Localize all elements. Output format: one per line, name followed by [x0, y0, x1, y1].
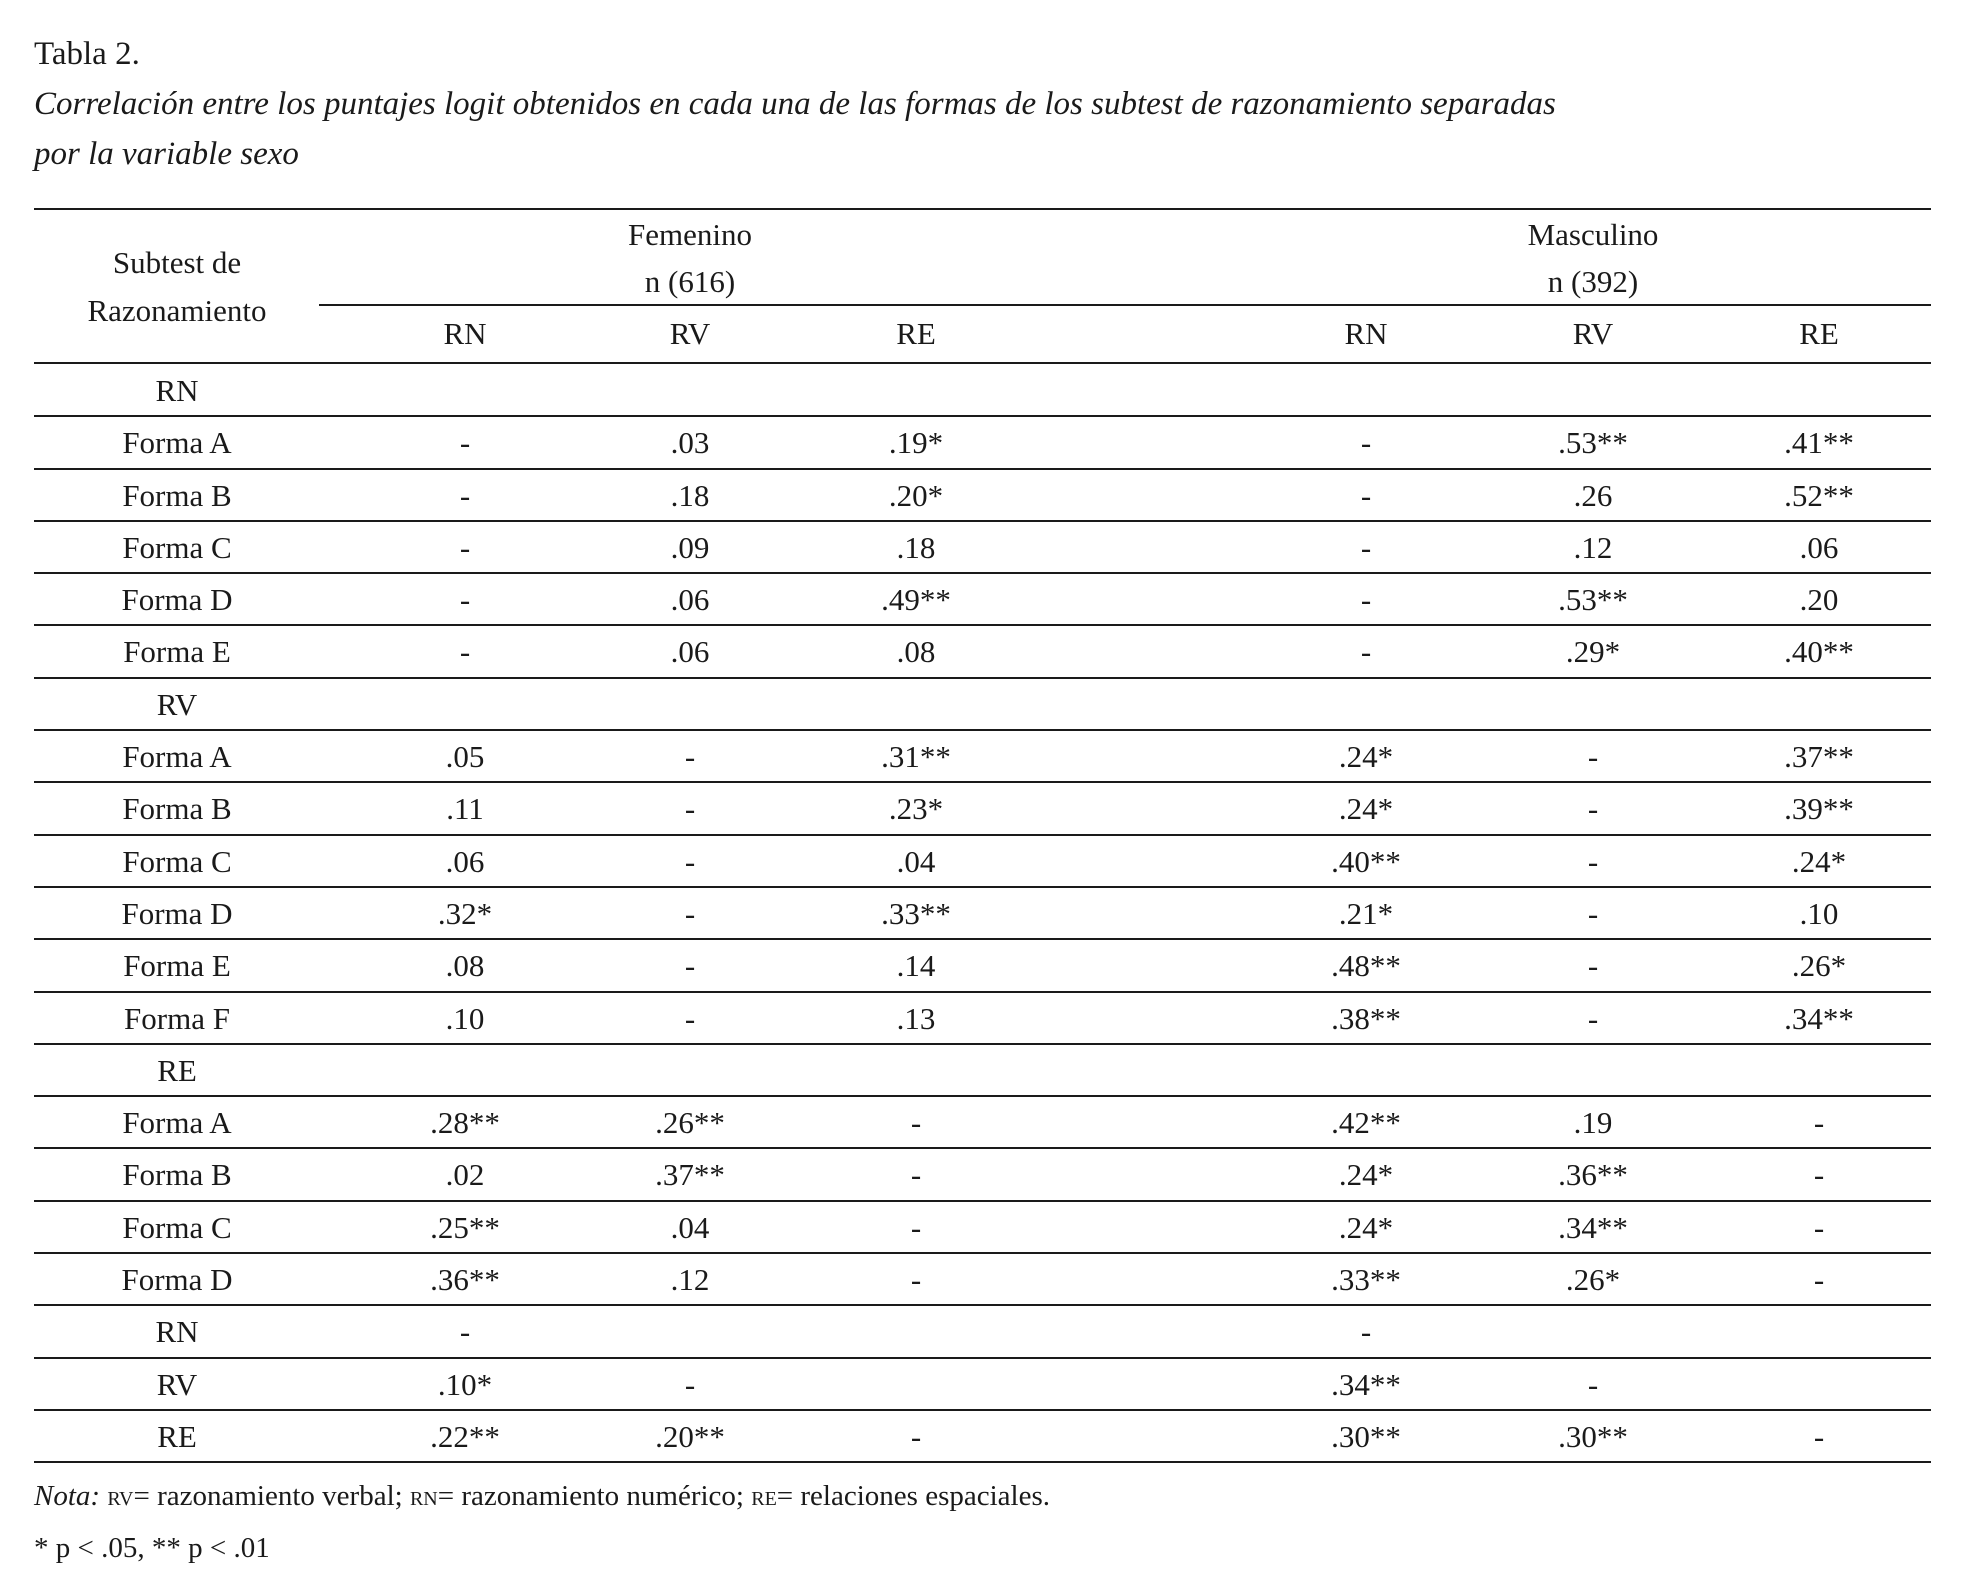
table-cell: .10 [1799, 895, 1839, 931]
table-cell: - [1587, 843, 1599, 879]
col-header-fem-re: RE [896, 316, 936, 351]
table-row [34, 1254, 1931, 1306]
table-cell: .06 [670, 582, 710, 618]
row-label: Forma D [121, 895, 233, 931]
table-body [34, 365, 1931, 1463]
table-cell: .04 [896, 843, 936, 879]
row-label: Forma F [124, 1000, 230, 1036]
table-cell: - [684, 791, 696, 827]
table-cell: .40** [1784, 634, 1854, 670]
table-cell: - [1360, 1314, 1372, 1350]
table-cell: .05 [445, 739, 485, 775]
table-cell: .26* [1565, 1262, 1621, 1298]
table-row [34, 940, 1931, 992]
row-label: Forma D [121, 582, 233, 618]
group-rule [319, 304, 1931, 306]
group-header-femenino [540, 211, 840, 305]
note-abbr: RV [107, 1488, 134, 1510]
table-row [34, 574, 1931, 626]
table-cell: - [1360, 582, 1372, 618]
table-cell: .06 [670, 634, 710, 670]
table-row [34, 1097, 1931, 1149]
row-label: RE [157, 1418, 197, 1454]
table-row [34, 1202, 1931, 1254]
table-cell: .34** [1784, 1000, 1854, 1036]
table-cell: - [1360, 529, 1372, 565]
table-row [34, 783, 1931, 835]
table-cell: .10 [445, 1000, 485, 1036]
table-cell: .24* [1338, 791, 1394, 827]
col-header-masc-re: RE [1799, 316, 1839, 351]
table-row [34, 626, 1931, 678]
table-cell: .26 [1573, 477, 1613, 513]
table-cell: .42** [1331, 1105, 1401, 1141]
table-row [34, 1359, 1931, 1411]
table-cell: .14 [896, 948, 936, 984]
stub-header-line-2: Razonamiento [87, 293, 267, 328]
table-cell: .12 [670, 1262, 710, 1298]
table-cell: .02 [445, 1157, 485, 1193]
table-cell: .10* [437, 1366, 493, 1402]
table-cell: - [1587, 1000, 1599, 1036]
table-cell: .34** [1558, 1209, 1628, 1245]
table-cell: .18 [670, 477, 710, 513]
table-cell: - [1587, 895, 1599, 931]
table-cell: .36** [1558, 1157, 1628, 1193]
table-cell: .53** [1558, 582, 1628, 618]
col-header-masc-rn: RN [1344, 316, 1388, 351]
group-n: n (392) [1547, 264, 1639, 299]
row-label: Forma C [122, 1209, 232, 1245]
table-cell: .33** [1331, 1262, 1401, 1298]
table-cell: - [1587, 1366, 1599, 1402]
note-text: = razonamiento verbal; [133, 1480, 410, 1512]
table-cell: .11 [446, 791, 484, 827]
table-cell: .24* [1791, 843, 1847, 879]
row-label: Forma E [123, 948, 231, 984]
table-cell: - [684, 843, 696, 879]
group-header-masculino [1443, 211, 1743, 305]
col-header-fem-rn: RN [443, 316, 487, 351]
row-label: Forma D [121, 1262, 233, 1298]
table-row [34, 522, 1931, 574]
table-note [34, 1480, 1050, 1513]
table-cell: .30** [1331, 1418, 1401, 1454]
group-name: Masculino [1527, 217, 1659, 252]
row-label: RV [156, 686, 198, 722]
table-cell: .24* [1338, 1209, 1394, 1245]
stub-header-line-1: Subtest de [112, 245, 242, 280]
table-cell: .48** [1331, 948, 1401, 984]
note-abbr: RE [751, 1488, 777, 1510]
row-label: Forma E [123, 634, 231, 670]
table-cell: - [459, 582, 471, 618]
table-cell: .36** [430, 1262, 500, 1298]
table-cell: .53** [1558, 425, 1628, 461]
significance-note: * p < .05, ** p < .01 [34, 1532, 270, 1564]
table-cell: .18 [896, 529, 936, 565]
table-row [34, 470, 1931, 522]
note-text: = razonamiento numérico; [437, 1480, 752, 1512]
table-cell: .12 [1573, 529, 1613, 565]
table-cell: .34** [1331, 1366, 1401, 1402]
table-cell: .06 [445, 843, 485, 879]
table-cell: - [1360, 425, 1372, 461]
table-cell: .32* [437, 895, 493, 931]
col-header-masc-rv: RV [1572, 316, 1614, 351]
table-cell: .08 [445, 948, 485, 984]
table-cell: .08 [896, 634, 936, 670]
table-cell: - [459, 477, 471, 513]
table-row [34, 993, 1931, 1045]
table-cell: .26** [655, 1105, 725, 1141]
table-caption-line-2: por la variable sexo [34, 136, 299, 172]
table-cell: - [1813, 1418, 1825, 1454]
table-cell: - [1813, 1157, 1825, 1193]
table-caption-line-1: Correlación entre los puntajes logit obtenidos en cada una de las formas de los subtest de razonamiento separadas [34, 86, 1556, 122]
table-cell: .09 [670, 529, 710, 565]
table-cell: .03 [670, 425, 710, 461]
table-cell: .19 [1573, 1105, 1613, 1141]
table-cell: - [1813, 1262, 1825, 1298]
table-cell: .30** [1558, 1418, 1628, 1454]
note-prefix: Nota: [34, 1480, 101, 1512]
table-row [34, 679, 1931, 731]
top-rule [34, 208, 1931, 210]
table-cell: - [1587, 791, 1599, 827]
table-cell: - [910, 1209, 922, 1245]
row-label: RN [155, 373, 199, 408]
row-label: RV [156, 1366, 198, 1402]
table-cell: - [1813, 1209, 1825, 1245]
table-cell: - [910, 1157, 922, 1193]
table-cell: .41** [1784, 425, 1854, 461]
table-cell: - [1360, 634, 1372, 670]
table-cell: .31** [881, 739, 951, 775]
table-row [34, 365, 1931, 417]
table-cell: - [1360, 477, 1372, 513]
table-cell: - [459, 1314, 471, 1350]
table-row [34, 417, 1931, 469]
group-name: Femenino [628, 217, 752, 252]
table-cell: .23* [888, 791, 944, 827]
table-cell: .26* [1791, 948, 1847, 984]
table-label: Tabla 2. [34, 36, 140, 72]
row-label: Forma A [122, 739, 232, 775]
table-row [34, 1149, 1931, 1201]
note-text: = relaciones espaciales. [776, 1480, 1050, 1512]
table-cell: .37** [655, 1157, 725, 1193]
note-abbr: RN [409, 1488, 438, 1510]
table-cell: .04 [670, 1209, 710, 1245]
table-cell: .52** [1784, 477, 1854, 513]
table-cell: - [910, 1105, 922, 1141]
table-cell: .33** [881, 895, 951, 931]
table-cell: .24* [1338, 1157, 1394, 1193]
table-cell: .28** [430, 1105, 500, 1141]
table-cell: .25** [430, 1209, 500, 1245]
table-cell: .29* [1565, 634, 1621, 670]
table-cell: .39** [1784, 791, 1854, 827]
table-cell: .22** [430, 1418, 500, 1454]
table-cell: .21* [1338, 895, 1394, 931]
row-label: Forma A [122, 425, 232, 461]
row-label: Forma B [122, 477, 232, 513]
table-cell: .06 [1799, 529, 1839, 565]
table-cell: .38** [1331, 1000, 1401, 1036]
table-cell: .19* [888, 425, 944, 461]
table-cell: .20 [1799, 582, 1839, 618]
table-cell: - [684, 739, 696, 775]
row-label: Forma C [122, 843, 232, 879]
table-cell: - [459, 634, 471, 670]
group-n: n (616) [644, 264, 736, 299]
table-cell: - [684, 948, 696, 984]
table-cell: - [459, 425, 471, 461]
table-row [34, 1045, 1931, 1097]
table-cell: - [1587, 739, 1599, 775]
table-cell: - [1813, 1105, 1825, 1141]
header-rule [34, 362, 1931, 364]
row-label: Forma A [122, 1105, 232, 1141]
table-cell: - [684, 1366, 696, 1402]
table-cell: - [910, 1418, 922, 1454]
table-cell: .49** [881, 582, 951, 618]
table-row [34, 1306, 1931, 1358]
table-cell: .20* [888, 477, 944, 513]
table-cell: .37** [1784, 739, 1854, 775]
table-cell: - [684, 895, 696, 931]
table-cell: .24* [1338, 739, 1394, 775]
stub-header [47, 239, 307, 335]
row-label: Forma B [122, 791, 232, 827]
table-cell: - [459, 529, 471, 565]
table-cell: - [910, 1262, 922, 1298]
table-row [34, 1411, 1931, 1463]
table-row [34, 888, 1931, 940]
table-cell: - [1587, 948, 1599, 984]
row-label: RE [157, 1052, 197, 1088]
col-header-fem-rv: RV [669, 316, 711, 351]
table-row [34, 731, 1931, 783]
row-label: RN [155, 1314, 199, 1350]
row-label: Forma C [122, 529, 232, 565]
row-label: Forma B [122, 1157, 232, 1193]
table-cell: .20** [655, 1418, 725, 1454]
table-cell: - [684, 1000, 696, 1036]
table-cell: .13 [896, 1000, 936, 1036]
table-row [34, 836, 1931, 888]
table-cell: .40** [1331, 843, 1401, 879]
